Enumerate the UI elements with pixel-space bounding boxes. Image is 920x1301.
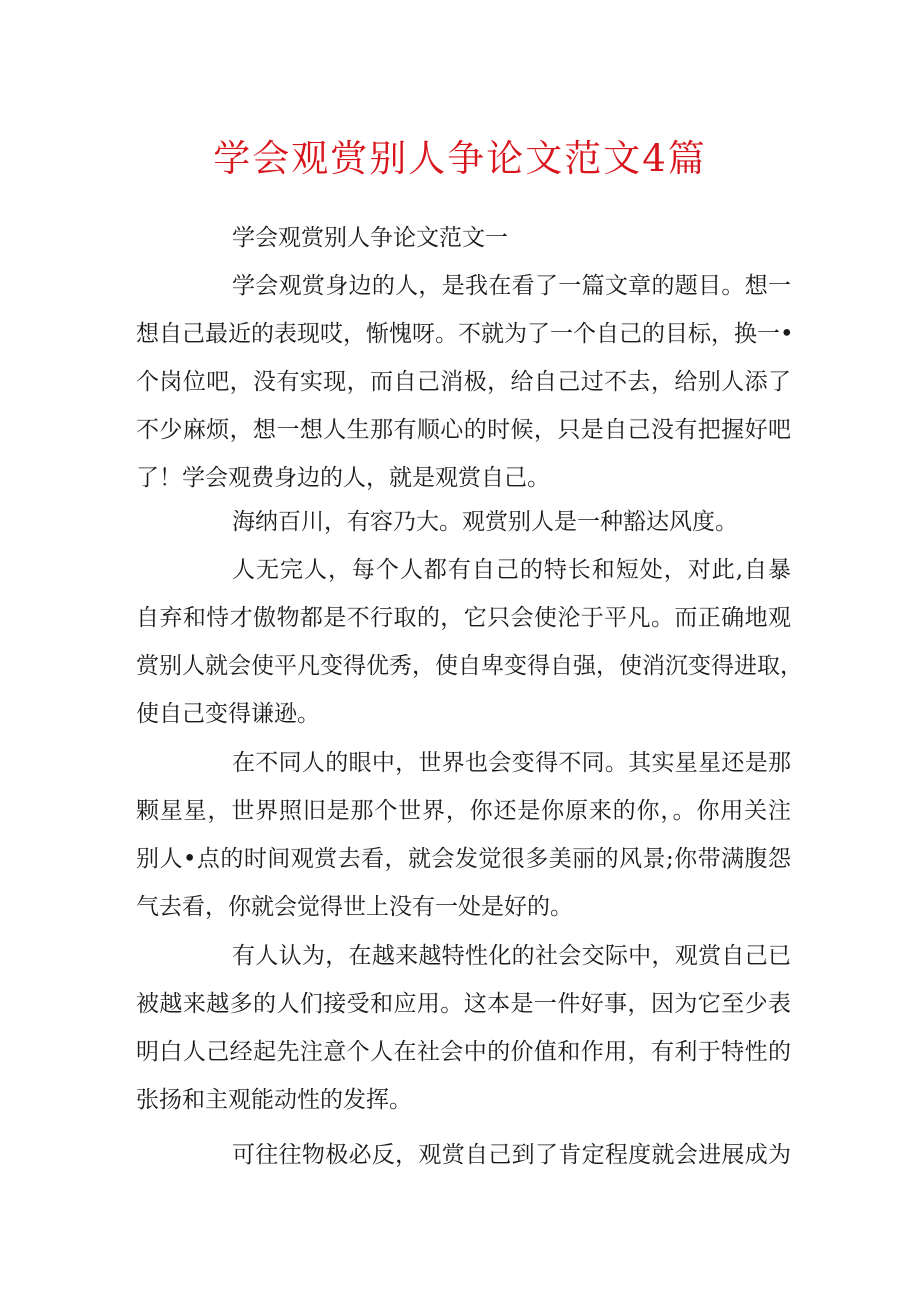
- document-subheading: 学会观赏别人争论文范文一: [232, 225, 508, 251]
- paragraph-line: 自弃和恃才傲物都是不行取的，它只会使沦于平凡。而正确地观: [136, 605, 791, 631]
- paragraph-line: 别人•点的时间观赏去看，就会发觉很多美丽的风景;你带满腹怨: [136, 846, 791, 872]
- paragraph-4: [136, 739, 791, 931]
- paragraph-3: [136, 546, 803, 738]
- paragraph-line: 被越来越多的人们接受和应用。这本是一件好事，因为它至少表: [136, 991, 791, 1017]
- paragraph-5: [136, 932, 791, 1124]
- document-title: 学会观赏别人争论文范文4篇: [213, 137, 707, 180]
- paragraph-line: 有人认为，在越来越特性化的社会交际中，观赏自己已: [232, 943, 791, 969]
- paragraph-line: 气去看，你就会觉得世上没有一处是好的。: [136, 894, 573, 920]
- paragraph-line: 在不同人的眼中，世界也会变得不同。其实星星还是那: [232, 750, 791, 776]
- paragraph-line: 学会观赏身边的人，是我在看了一篇文章的题目。想一: [232, 273, 791, 299]
- paragraph-line: 明白人己经起先注意个人在社会中的价值和作用，有利于特性的: [136, 1039, 791, 1065]
- paragraph-line: 可往往物极必反，观赏自己到了肯定程度就会进展成为: [232, 1142, 791, 1168]
- paragraph-line: 人无完人，每个人都有自己的特长和短处，对此,自暴: [232, 557, 791, 583]
- paragraph-1: [136, 262, 794, 502]
- paragraph-line: 海纳百川，有容乃大。观赏别人是一种豁达风度。: [232, 509, 738, 535]
- paragraph-line: 张扬和主观能动性的发挥。: [136, 1087, 412, 1113]
- paragraph-6: [136, 1131, 791, 1179]
- paragraph-2: [136, 498, 791, 546]
- paragraph-line: 使自己变得谦逊。: [136, 701, 320, 727]
- paragraph-line: 赏别人就会使平凡变得优秀，使自卑变得自强，使消沉变得进取，: [136, 653, 803, 679]
- paragraph-line: 了！学会观费身边的人，就是观赏自己。: [136, 465, 550, 491]
- document-subheading-block: [136, 214, 791, 262]
- paragraph-line: 个岗位吧，没有实现，而自己消极，给自己过不去，给别人添了: [136, 369, 791, 395]
- paragraph-line: 颗星星，世界照旧是那个世界，你还是你原来的你，。你用关注: [136, 798, 791, 824]
- paragraph-line: 想自己最近的表现哎，惭愧呀。不就为了一个自己的目标，换一•: [136, 321, 794, 347]
- paragraph-line: 不少麻烦，想一想人生那有顺心的时候，只是自己没有把握好吧: [136, 417, 791, 443]
